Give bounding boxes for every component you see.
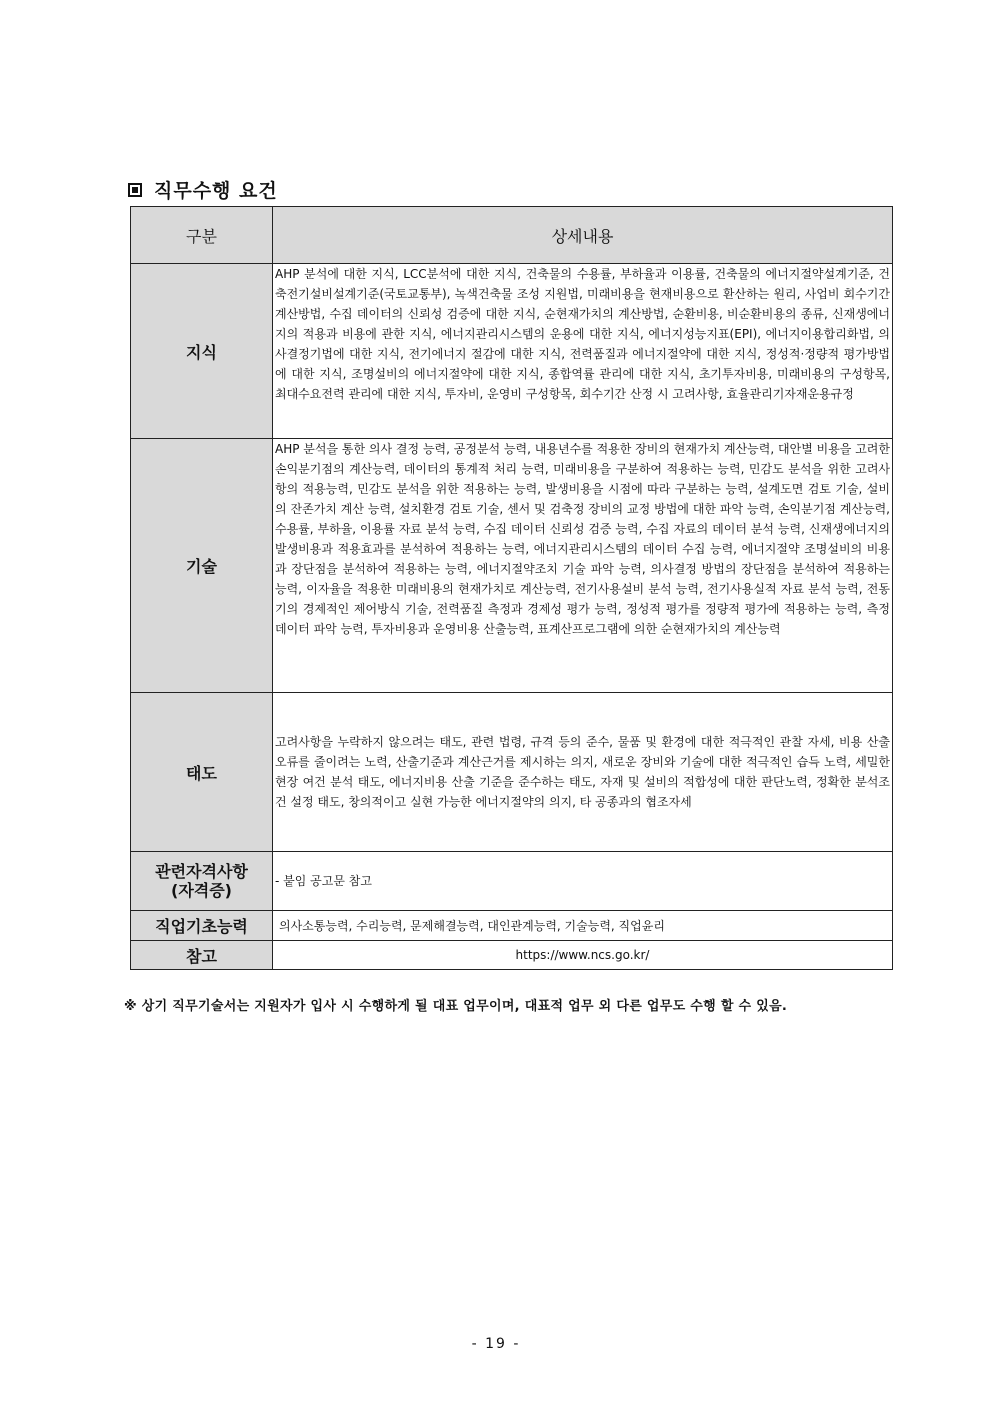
header-detail: 상세내용	[273, 207, 893, 264]
table-row-knowledge	[131, 264, 893, 439]
skill-label: 기술	[131, 439, 273, 693]
reference-link[interactable]: https://www.ncs.go.kr/	[273, 941, 893, 970]
basic-ability-label: 직업기초능력	[131, 911, 273, 941]
table-row-reference	[131, 941, 893, 970]
knowledge-label: 지식	[131, 264, 273, 439]
qualification-content: - 붙임 공고문 참고	[273, 852, 893, 911]
qualification-label-line1: 관련자격사항	[155, 862, 248, 881]
footnote: ※ 상기 직무기술서는 지원자가 입사 시 수행하게 될 대표 업무이며, 대표적 업무 외 다른 업무도 수행 할 수 있음.	[124, 999, 788, 1014]
table-row-basic-ability	[131, 911, 893, 941]
table-row-qualification	[131, 852, 893, 911]
reference-label: 참고	[131, 941, 273, 970]
knowledge-content: AHP 분석에 대한 지식, LCC분석에 대한 지식, 건축물의 수용률, 부하율과 이용률, 건축물의 에너지절약설계기준, 건축전기설비설계기준(국토교통부), 녹색건축물 조성 지원법, 미래비용을 현재비용으로 환산하는 원리, 사업비 회수기간 계산방법, 수집 데이터의 신뢰성 검증에 대한 지식, 순현재가치의 계산방법, 순환비용, 비순환비용의 종류, 신재생에너지의 적용과 비용에 관한 지식, 에너지관리시스템의 운용에 대한 지식, 에너지성능지표(EPI), 에너지이용합리화법, 의사결정기법에 대한 지식, 전기에너지 절감에 대한 지식, 전력품질과 에너지절약에 대한 지식, 정성적·정량적 평가방법에 대한 지식, 조명설비의 에너지절약에 대한 지식, 종합역률 관리에 대한 지식, 초기투자비용, 미래비용의 구성항목, 최대수요전력 관리에 대한 지식, 투자비, 운영비 구성항목, 회수기간 산정 시 고려사항, 효율관리기자재운용규정	[273, 264, 893, 439]
page-number: - 19 -	[471, 1336, 521, 1352]
section-title	[128, 176, 278, 203]
qualification-label	[131, 852, 273, 911]
attitude-label: 태도	[131, 693, 273, 852]
table-header-row	[131, 207, 893, 264]
qualification-label-line2: (자격증)	[171, 881, 232, 900]
job-requirements-table	[130, 206, 893, 970]
header-category: 구분	[131, 207, 273, 264]
table-row-attitude	[131, 693, 893, 852]
skill-content: AHP 분석을 통한 의사 결정 능력, 공정분석 능력, 내용년수를 적용한 장비의 현재가치 계산능력, 대안별 비용을 고려한 손익분기점의 계산능력, 데이터의 통계적 처리 능력, 미래비용을 구분하여 적용하는 능력, 민감도 분석을 위한 고려사항의 적용능력, 민감도 분석을 위한 적용하는 능력, 발생비용을 시점에 따라 구분하는 능력, 설계도면 검토 기술, 설비의 잔존가치 계산 능력, 설치환경 검토 기술, 센서 및 검축정 장비의 교정 방법에 대한 파악 능력, 손익분기점 계산능력, 수용률, 부하율, 이용률 자료 분석 능력, 수집 데이터 신뢰성 검증 능력, 수집 자료의 데이터 분석 능력, 신재생에너지의 발생비용과 적용효과를 분석하여 적용하는 능력, 에너지관리시스템의 데이터 수집 능력, 에너지절약 조명설비의 비용과 장단점을 분석하여 적용하는 능력, 에너지절약조치 기술 파악 능력, 의사결정 방법의 장단점을 분석하여 적용하는 능력, 이자율을 적용한 미래비용의 현재가치로 계산능력, 전기사용설비 분석 능력, 전기사용실적 자료 분석 능력, 전동기의 경제적인 제어방식 기술, 전력품질 측정과 경제성 평가 능력, 정성적 평가를 정량적 평가에 적용하는 능력, 측정 데이터 파악 능력, 투자비용과 운영비용 산출능력, 표계산프로그램에 의한 순현재가치의 계산능력	[273, 439, 893, 693]
square-bullet-icon	[128, 183, 142, 197]
section-title-text: 직무수행 요건	[154, 180, 278, 202]
attitude-content: 고려사항을 누락하지 않으려는 태도, 관련 법령, 규격 등의 준수, 물품 및 환경에 대한 적극적인 관찰 자세, 비용 산출 오류를 줄이려는 노력, 산출기준과 계산근거를 제시하는 의지, 새로운 장비와 기술에 대한 적극적인 습득 노력, 세밀한 현장 여건 분석 태도, 에너지비용 산출 기준을 준수하는 태도, 자재 및 설비의 적합성에 대한 판단노력, 정확한 분석조건 설정 태도, 창의적이고 실현 가능한 에너지절약의 의지, 타 공종과의 협조자세	[273, 693, 893, 852]
table-row-skill	[131, 439, 893, 693]
basic-ability-content: 의사소통능력, 수리능력, 문제해결능력, 대인관계능력, 기술능력, 직업윤리	[273, 911, 893, 941]
